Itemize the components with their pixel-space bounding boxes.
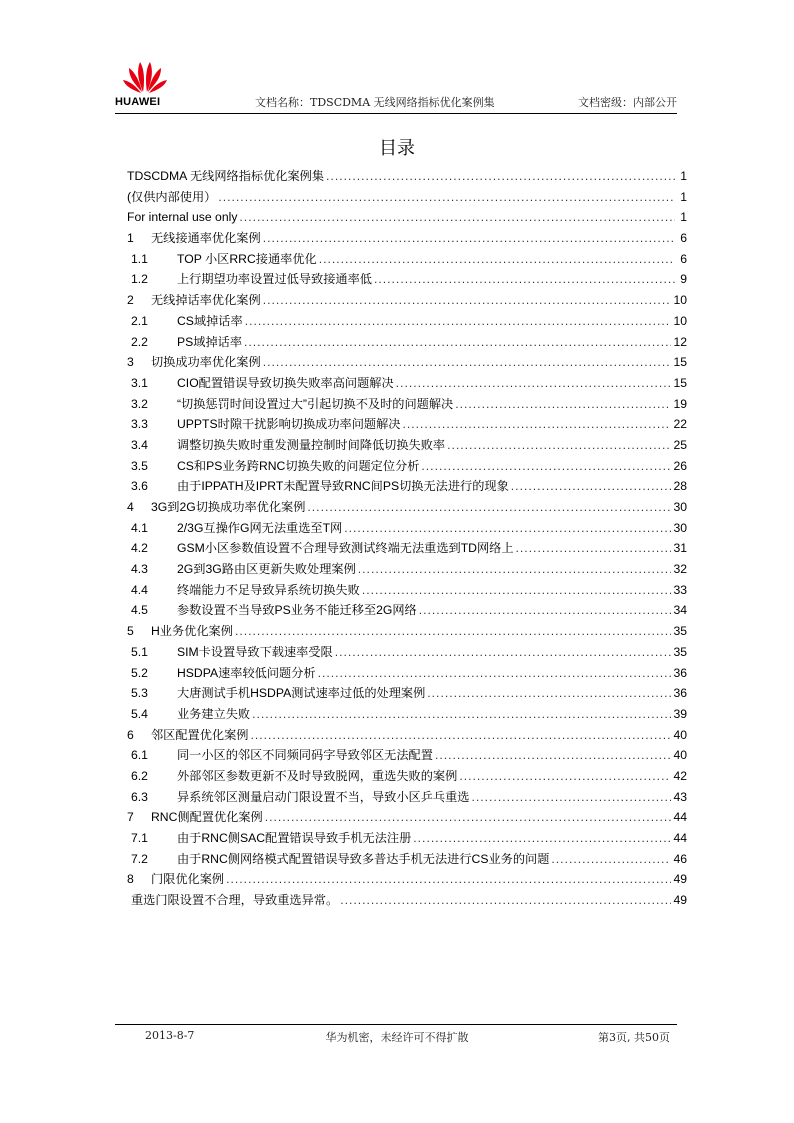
toc-entry[interactable] bbox=[127, 311, 687, 332]
toc-leader-dots bbox=[472, 787, 672, 808]
toc-entry-number: 6.1 bbox=[131, 748, 148, 763]
toc-entry-page: 42 bbox=[673, 768, 687, 783]
toc-entry[interactable] bbox=[127, 704, 687, 725]
table-of-contents bbox=[127, 166, 687, 911]
toc-entry-title: H业务优化案例 bbox=[151, 624, 233, 639]
toc-entry-page: 49 bbox=[673, 872, 687, 887]
toc-entry-number: 3.2 bbox=[131, 396, 148, 411]
toc-entry-page: 6 bbox=[680, 251, 687, 266]
toc-entry-title: 参数设置不当导致PS业务不能迁移至2G网络 bbox=[177, 603, 417, 618]
toc-entry[interactable] bbox=[127, 725, 687, 746]
footer-page-info: 第3页, 共50页 bbox=[598, 1031, 670, 1044]
toc-entry-title: 无线掉话率优化案例 bbox=[151, 293, 261, 308]
document-name: 文档名称：TDSCDMA 无线网络指标优化案例集 bbox=[255, 96, 495, 109]
toc-entry-number: 5.4 bbox=[131, 706, 148, 721]
toc-entry-page: 39 bbox=[673, 706, 687, 721]
toc-leader-dots bbox=[244, 332, 671, 353]
toc-entry-page: 43 bbox=[673, 789, 687, 804]
toc-leader-dots bbox=[252, 704, 671, 725]
toc-entry-page: 28 bbox=[673, 479, 687, 494]
toc-leader-dots bbox=[335, 642, 672, 663]
toc-entry-title: 由于IPPATH及IPRT未配置导致RNC间PS切换无法进行的现象 bbox=[177, 479, 509, 494]
toc-entry-title: For internal use only bbox=[127, 210, 238, 225]
toc-entry-title: 终端能力不足导致异系统切换失败 bbox=[177, 582, 360, 597]
toc-entry-number: 3.1 bbox=[131, 375, 148, 390]
toc-entry[interactable] bbox=[127, 580, 687, 601]
toc-entry-page: 30 bbox=[673, 500, 687, 514]
toc-entry[interactable] bbox=[127, 642, 687, 663]
toc-entry-number: 6 bbox=[127, 727, 134, 742]
toc-entry-page: 30 bbox=[673, 520, 687, 535]
toc-entry-number: 4.1 bbox=[131, 520, 148, 535]
toc-leader-dots bbox=[459, 766, 671, 787]
toc-entry-page: 46 bbox=[673, 851, 687, 866]
toc-leader-dots bbox=[263, 290, 672, 311]
toc-entry-number: 3.3 bbox=[131, 417, 148, 432]
toc-entry-page: 35 bbox=[673, 644, 687, 659]
toc-entry[interactable] bbox=[127, 683, 687, 704]
toc-entry[interactable] bbox=[127, 890, 687, 911]
toc-leader-dots bbox=[218, 187, 675, 208]
page-header bbox=[115, 58, 677, 114]
toc-entry[interactable] bbox=[127, 807, 687, 828]
toc-entry[interactable] bbox=[127, 352, 687, 373]
toc-entry-number: 7.1 bbox=[131, 831, 148, 845]
toc-leader-dots bbox=[263, 352, 672, 373]
toc-entry-page: 36 bbox=[673, 665, 687, 680]
toc-leader-dots bbox=[235, 621, 672, 642]
toc-entry-title: 2/3G互操作G网无法重选至T网 bbox=[177, 520, 343, 535]
toc-entry-page: 1 bbox=[680, 169, 687, 183]
toc-entry-number: 6.3 bbox=[131, 789, 148, 804]
toc-entry-title: 业务建立失败 bbox=[177, 706, 251, 721]
toc-entry[interactable] bbox=[127, 290, 687, 311]
toc-entry-number: 5 bbox=[127, 624, 134, 639]
toc-entry-title: SIM卡设置导致下载速率受限 bbox=[177, 644, 333, 659]
toc-entry-number: 6.2 bbox=[131, 768, 148, 783]
footer-confidential-notice: 华为机密，未经许可不得扩散 bbox=[325, 1031, 469, 1044]
toc-entry-title: 切换成功率优化案例 bbox=[151, 355, 261, 370]
toc-entry-title: “切换惩罚时间设置过大”引起切换不及时的问题解决 bbox=[177, 396, 454, 411]
toc-entry-page: 9 bbox=[680, 272, 687, 287]
toc-entry-page: 1 bbox=[680, 210, 687, 225]
toc-leader-dots bbox=[239, 207, 675, 228]
toc-entry[interactable] bbox=[127, 207, 687, 228]
toc-leader-dots bbox=[455, 394, 671, 415]
toc-entry-title: TOP 小区RRC接通率优化 bbox=[177, 251, 317, 266]
toc-entry[interactable] bbox=[127, 228, 687, 249]
toc-leader-dots bbox=[265, 807, 672, 828]
toc-entry-page: 40 bbox=[673, 748, 687, 763]
toc-entry-page: 6 bbox=[680, 231, 687, 246]
toc-entry-number: 2.1 bbox=[131, 313, 148, 328]
toc-leader-dots bbox=[402, 414, 671, 435]
toc-entry[interactable] bbox=[127, 269, 687, 290]
toc-leader-dots bbox=[326, 166, 675, 187]
toc-entry[interactable] bbox=[127, 663, 687, 684]
toc-leader-dots bbox=[419, 600, 672, 621]
toc-leader-dots bbox=[319, 249, 675, 270]
toc-entry-page: 49 bbox=[673, 893, 687, 908]
toc-entry[interactable] bbox=[127, 456, 687, 477]
toc-title: 目录 bbox=[379, 138, 415, 159]
toc-entry-page: 26 bbox=[673, 458, 687, 473]
toc-entry-title: 邻区配置优化案例 bbox=[151, 727, 249, 742]
header-divider bbox=[115, 113, 677, 114]
toc-entry-number: 3.5 bbox=[131, 458, 148, 473]
toc-entry-number: 4.3 bbox=[131, 562, 148, 577]
toc-entry-page: 10 bbox=[673, 313, 687, 328]
toc-entry-page: 22 bbox=[673, 417, 687, 432]
toc-leader-dots bbox=[263, 228, 675, 249]
toc-entry-page: 31 bbox=[673, 541, 687, 556]
toc-entry-number: 7 bbox=[127, 810, 134, 825]
toc-entry-title: CS域掉话率 bbox=[177, 313, 243, 328]
toc-entry-title: 2G到3G路由区更新失败处理案例 bbox=[177, 562, 356, 577]
toc-entry[interactable] bbox=[127, 538, 687, 559]
toc-entry-title: 外部邻区参数更新不及时导致脱网，重选失败的案例 bbox=[177, 768, 458, 783]
document-security-level: 文档密级：内部公开 bbox=[578, 96, 677, 109]
toc-entry[interactable] bbox=[127, 766, 687, 787]
toc-entry-page: 12 bbox=[673, 334, 687, 349]
toc-entry-page: 1 bbox=[680, 189, 687, 204]
toc-entry-number: 4.4 bbox=[131, 582, 148, 597]
toc-leader-dots bbox=[362, 580, 672, 601]
toc-entry-number: 5.1 bbox=[131, 644, 148, 659]
toc-entry[interactable] bbox=[127, 869, 687, 890]
toc-entry[interactable] bbox=[127, 373, 687, 394]
toc-leader-dots bbox=[307, 497, 671, 518]
toc-leader-dots bbox=[413, 828, 671, 849]
toc-entry-number: 1 bbox=[127, 231, 134, 246]
toc-entry[interactable] bbox=[127, 332, 687, 353]
toc-entry-number: 2 bbox=[127, 293, 134, 308]
toc-entry-title: 上行期望功率设置过低导致接通率低 bbox=[177, 272, 372, 287]
toc-leader-dots bbox=[374, 269, 675, 290]
toc-entry-number: 1.1 bbox=[131, 251, 148, 266]
toc-entry-title: (仅供内部使用） bbox=[127, 189, 217, 204]
toc-leader-dots bbox=[318, 663, 672, 684]
toc-entry-number: 4.2 bbox=[131, 541, 148, 556]
toc-entry-page: 35 bbox=[673, 624, 687, 639]
toc-entry-title: HSDPA速率较低问题分析 bbox=[177, 665, 316, 680]
toc-entry-number: 4 bbox=[127, 500, 134, 514]
toc-entry-title: CIO配置错误导致切换失败率高问题解决 bbox=[177, 375, 394, 390]
toc-entry-page: 44 bbox=[673, 831, 687, 845]
toc-entry-title: PS域掉话率 bbox=[177, 334, 243, 349]
toc-leader-dots bbox=[516, 538, 672, 559]
toc-entry[interactable] bbox=[127, 476, 687, 497]
toc-leader-dots bbox=[245, 311, 672, 332]
toc-entry-title: 由于RNC侧SAC配置错误导致手机无法注册 bbox=[177, 831, 412, 845]
toc-entry[interactable] bbox=[127, 249, 687, 270]
toc-entry-title: 大唐测试手机HSDPA测试速率过低的处理案例 bbox=[177, 686, 426, 701]
toc-entry-number: 1.2 bbox=[131, 272, 148, 287]
toc-leader-dots bbox=[551, 849, 671, 870]
toc-entry[interactable] bbox=[127, 600, 687, 621]
huawei-petals-icon bbox=[123, 60, 167, 94]
toc-entry[interactable] bbox=[127, 828, 687, 849]
toc-leader-dots bbox=[427, 683, 671, 704]
toc-entry-number: 7.2 bbox=[131, 851, 148, 866]
toc-entry-number: 3.4 bbox=[131, 437, 148, 452]
toc-entry-title: 3G到2G切换成功率优化案例 bbox=[151, 500, 306, 514]
toc-entry-title: 调整切换失败时重发测量控制时间降低切换失败率 bbox=[177, 437, 446, 452]
toc-entry-title: TDSCDMA 无线网络指标优化案例集 bbox=[127, 169, 325, 183]
toc-entry[interactable] bbox=[127, 518, 687, 539]
toc-leader-dots bbox=[396, 373, 672, 394]
toc-entry-title: 重选门限设置不合理，导致重选异常。 bbox=[131, 893, 339, 908]
toc-entry-page: 10 bbox=[673, 293, 687, 308]
toc-leader-dots bbox=[435, 745, 672, 766]
toc-leader-dots bbox=[421, 456, 671, 477]
toc-entry-page: 44 bbox=[673, 810, 687, 825]
huawei-logo bbox=[115, 58, 175, 110]
toc-leader-dots bbox=[340, 890, 671, 911]
toc-entry-number: 2.2 bbox=[131, 334, 148, 349]
toc-entry[interactable] bbox=[127, 414, 687, 435]
toc-entry[interactable] bbox=[127, 745, 687, 766]
toc-entry-title: 门限优化案例 bbox=[151, 872, 225, 887]
toc-entry-title: UPPTS时隙干扰影响切换成功率问题解决 bbox=[177, 417, 401, 432]
footer-divider bbox=[115, 1024, 677, 1025]
toc-entry-page: 19 bbox=[673, 396, 687, 411]
toc-leader-dots bbox=[447, 435, 671, 456]
toc-entry-title: 由于RNC侧网络模式配置错误导致多普达手机无法进行CS业务的问题 bbox=[177, 851, 550, 866]
toc-entry[interactable] bbox=[127, 497, 687, 518]
toc-leader-dots bbox=[226, 869, 671, 890]
toc-entry[interactable] bbox=[127, 435, 687, 456]
toc-entry-title: 同一小区的邻区不同频同码字导致邻区无法配置 bbox=[177, 748, 433, 763]
toc-entry[interactable] bbox=[127, 787, 687, 808]
toc-entry[interactable] bbox=[127, 166, 687, 187]
toc-entry[interactable] bbox=[127, 849, 687, 870]
toc-entry-title: GSM小区参数值设置不合理导致测试终端无法重选到TD网络上 bbox=[177, 541, 514, 556]
logo-text: HUAWEI bbox=[115, 96, 161, 108]
toc-entry-number: 5.3 bbox=[131, 686, 148, 701]
toc-entry-title: RNC侧配置优化案例 bbox=[151, 810, 263, 825]
toc-leader-dots bbox=[511, 476, 672, 497]
toc-entry-title: 异系统邻区测量启动门限设置不当，导致小区乒乓重选 bbox=[177, 789, 470, 804]
toc-leader-dots bbox=[344, 518, 671, 539]
toc-entry-page: 15 bbox=[673, 355, 687, 370]
toc-entry-page: 36 bbox=[673, 686, 687, 701]
toc-entry-number: 8 bbox=[127, 872, 134, 887]
toc-entry-page: 15 bbox=[673, 375, 687, 390]
toc-entry-page: 40 bbox=[673, 727, 687, 742]
toc-entry-page: 33 bbox=[673, 582, 687, 597]
toc-entry-page: 25 bbox=[673, 437, 687, 452]
toc-leader-dots bbox=[251, 725, 672, 746]
toc-entry-number: 4.5 bbox=[131, 603, 148, 618]
toc-entry[interactable] bbox=[127, 621, 687, 642]
toc-entry-number: 3 bbox=[127, 355, 134, 370]
toc-entry-page: 34 bbox=[673, 603, 687, 618]
toc-entry-title: 无线接通率优化案例 bbox=[151, 231, 261, 246]
toc-entry[interactable] bbox=[127, 187, 687, 208]
toc-entry-page: 32 bbox=[673, 562, 687, 577]
toc-leader-dots bbox=[358, 559, 672, 580]
toc-entry-title: CS和PS业务跨RNC切换失败的问题定位分析 bbox=[177, 458, 420, 473]
footer-date: 2013-8-7 bbox=[145, 1029, 195, 1042]
toc-entry-number: 5.2 bbox=[131, 665, 148, 680]
toc-entry[interactable] bbox=[127, 559, 687, 580]
toc-entry-number: 3.6 bbox=[131, 479, 148, 494]
toc-entry[interactable] bbox=[127, 394, 687, 415]
